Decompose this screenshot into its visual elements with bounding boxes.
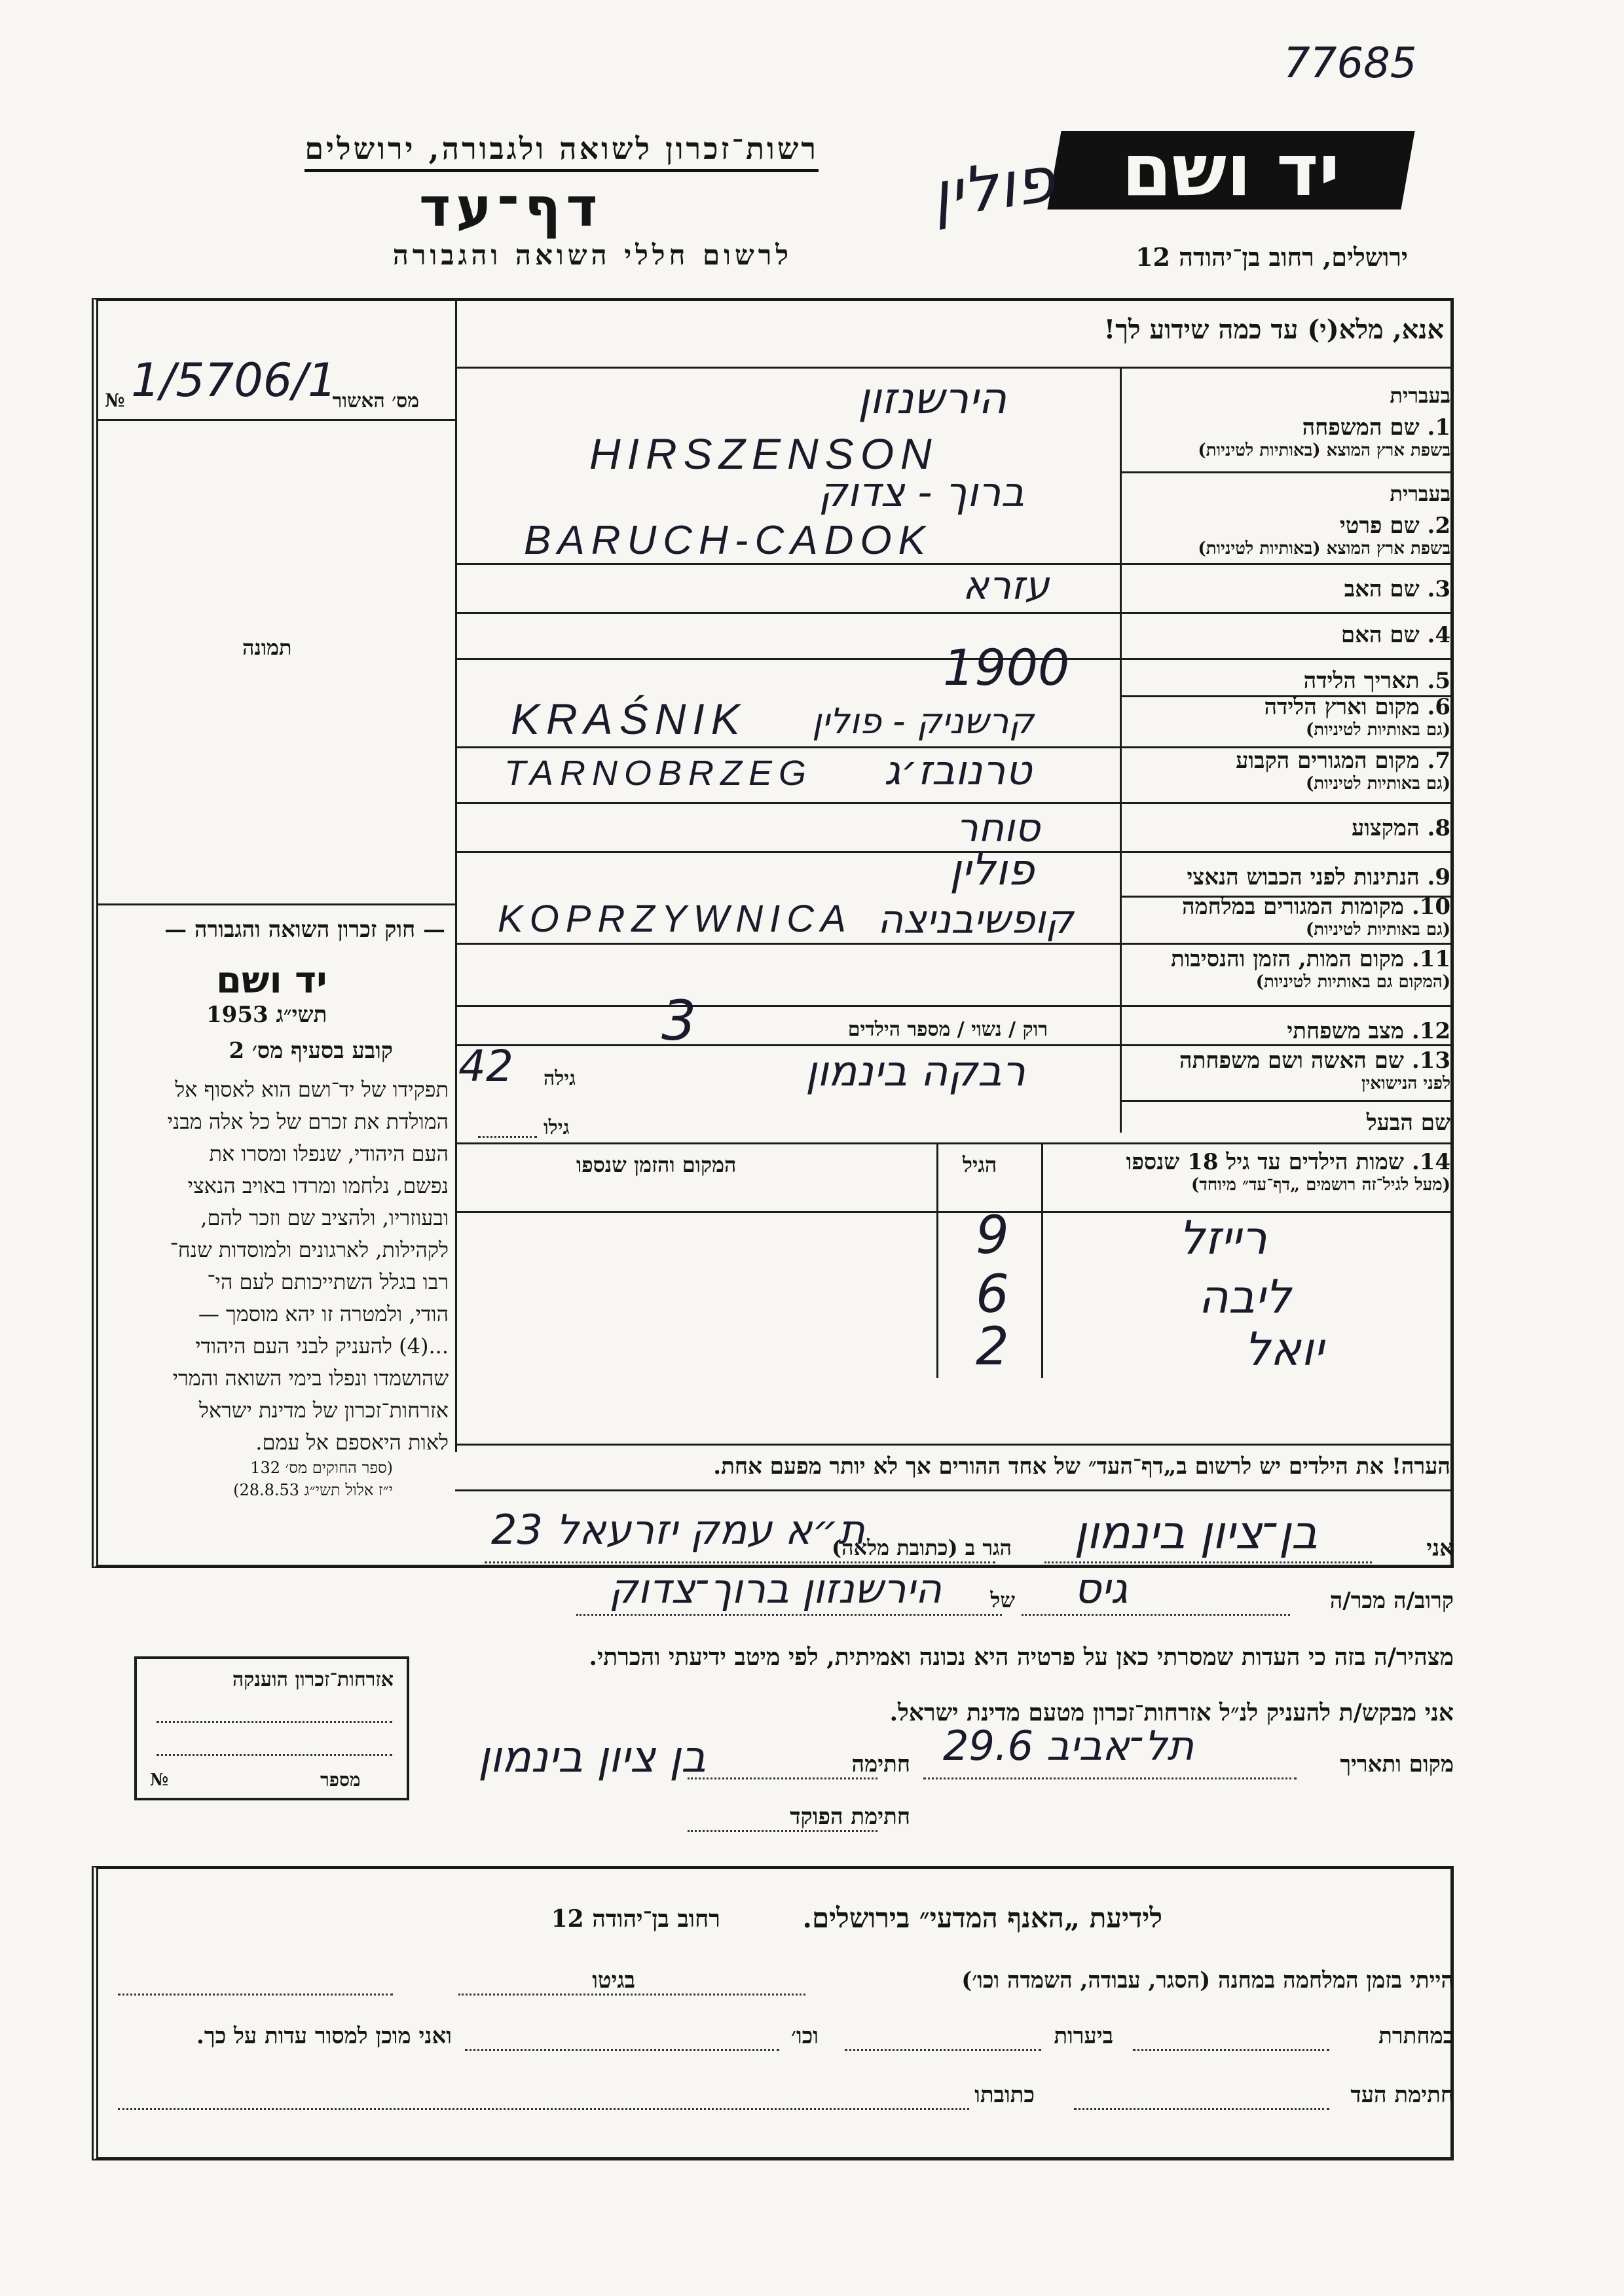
child-row-3-name: יואל: [1244, 1322, 1324, 1376]
wife-name: רבקה בינמון: [805, 1048, 1025, 1096]
child-row-3-age: 2: [976, 1316, 1009, 1377]
law-line: לקהילות, לארגונים ולמוסדות שנח־: [170, 1237, 449, 1262]
law-line: העם היהודי, שנפלו ומסרו את: [209, 1141, 449, 1166]
declarant-name: בן־ציון בינמון: [1074, 1506, 1318, 1559]
law-source: [233, 1457, 393, 1501]
footer-line-1-camp: הייתי בזמן המלחמה במחנה (הסגר, עבודה, השמדה וכו׳): [961, 1967, 1454, 1994]
husband-label: שם הבעל: [1366, 1110, 1450, 1136]
law-line: אזרחות־זכרון של מדינת ישראל: [198, 1398, 449, 1423]
field-1-label-block: [1162, 383, 1450, 460]
official-signature-label: חתימת הפוקד: [790, 1804, 910, 1830]
field-2-hebrew-tag: בעברית: [1390, 481, 1450, 506]
field-10-label-block: [1162, 894, 1450, 939]
child-row-1-name: רייזל: [1179, 1211, 1267, 1265]
footer-panel: [92, 1866, 1454, 2160]
law-line: תפקידו של יד־ושם הוא לאסוף אל: [175, 1077, 449, 1102]
cert-no-symbol: №: [105, 390, 125, 411]
surname-latin: HIRSZENSON: [589, 429, 938, 478]
law-clause: קובע בסעיף מס׳ 2: [229, 1038, 393, 1064]
declarant-address: ת״א עמק יזרעאל 23: [491, 1506, 865, 1554]
relation-value: גיס: [1074, 1565, 1128, 1613]
occupation: סוחר: [956, 805, 1041, 851]
residence-hebrew: טרנובז׳ג: [884, 746, 1032, 794]
field-7-sub: (גם באותיות לטיניות): [1305, 774, 1450, 793]
field-7-label: 7. מקום המגורים הקבוע: [1236, 748, 1450, 774]
wartime-residence-hebrew: קופשיבניצה: [877, 897, 1074, 943]
field-2-label: 2. שם פרטי: [1339, 513, 1450, 539]
child-row-2-age: 6: [976, 1264, 1009, 1324]
place-date-label: מקום ותאריך: [1340, 1751, 1454, 1777]
intro-text: אנא, מלא(י) עד כמה שידוע לך!: [1103, 314, 1444, 345]
declarant-label: אני: [1426, 1535, 1454, 1561]
law-line: לאות היאספם אל עמם.: [255, 1430, 449, 1455]
cert-number-value: 1/5706/1: [131, 354, 337, 407]
child-row-2-name: ליבה: [1198, 1270, 1291, 1324]
footer-line-1-ghetto: בגיטו: [592, 1967, 635, 1994]
father-name: עזרא: [963, 563, 1050, 609]
place-date-value: תל־אביב 29.6: [943, 1722, 1194, 1770]
field-4-label: 4. שם האם: [1340, 622, 1450, 648]
form-purpose: לרשום חללי השואה והגבורה: [392, 239, 792, 271]
resides-label: הגר ב (כתובת מלאה): [832, 1535, 1012, 1560]
field-13-sub: לפני הנישואין: [1361, 1074, 1450, 1093]
header-address: ירושלים, רחוב בן־יהודה 12: [1135, 242, 1408, 272]
wife-age-label: גילה: [544, 1067, 576, 1090]
field-11-label-block: [1162, 946, 1450, 992]
field-1-hebrew-tag: בעברית: [1390, 383, 1450, 408]
field-3-label: 3. שם האב: [1344, 576, 1450, 602]
law-line: ובעוזריו, ולהציב שם וזכר להם,: [200, 1205, 449, 1230]
wife-age: 42: [458, 1041, 513, 1091]
col-age-header: הגיל: [963, 1152, 997, 1177]
citizenship-no-symbol: №: [150, 1770, 169, 1790]
law-line: המולדת את זכרם של כל אלה מבני: [167, 1109, 449, 1134]
citizenship-box: [134, 1656, 409, 1800]
law-body: [82, 1074, 449, 1459]
surname-hebrew: הירשנזון: [858, 373, 1007, 424]
authority-name: רשות־זכרון לשואה ולגבורה, ירושלים: [304, 131, 819, 172]
field-6-label-block: [1162, 694, 1450, 740]
birthplace-latin: KRAŚNIK: [511, 695, 747, 743]
field-14-label: 14. שמות הילדים עד גיל 18 שנספו: [1126, 1149, 1450, 1175]
children-note: הערה! את הילדים יש לרשום ב„דף־העד״ של אחד ההורים אך לא יותר מפעם אחת.: [713, 1453, 1450, 1480]
field-5-label: 5. תאריך הלידה: [1303, 668, 1450, 694]
birth-date: 1900: [943, 638, 1070, 697]
signature-label: חתימה: [851, 1751, 910, 1777]
of-value: הירשנזון ברוך־צדוק: [609, 1565, 942, 1613]
husband-age-label: גילו: [544, 1116, 570, 1139]
field-12-options: רוק / נשוי / מספר הילדים: [847, 1018, 1048, 1041]
citizenship-box-title: אזרחות־זכרון הוענקה: [232, 1668, 394, 1691]
request-text: אני מבקש/ת להעניק לנ״ל אזרחות־זכרון מטעם מדינת ישראל.: [889, 1699, 1454, 1726]
wartime-residence-latin: KOPRZYWNICA: [498, 898, 853, 940]
given-name-latin: BARUCH-CADOK: [524, 518, 932, 563]
declaration-text: מצהיר/ה בזה כי העדות שמסרתי כאן על פרטיה היא נכונה ואמיתית, לפי מיטב ידיעתי והכרתי.: [589, 1643, 1454, 1671]
field-8-label: 8. המקצוע: [1351, 815, 1450, 841]
children-count: 3: [661, 989, 697, 1053]
of-label: של: [990, 1588, 1015, 1613]
field-10-sub: (גם באותיות לטיניות): [1305, 920, 1450, 939]
logo-text: יד ושם: [1122, 128, 1340, 212]
field-2-label-block: [1162, 481, 1450, 558]
footer-line-2-etc: וכו׳: [791, 2023, 819, 2049]
law-line: רבו בגלל השתייכותם לעם הי־: [207, 1269, 449, 1294]
footer-witness-signature: חתימת העד: [1350, 2082, 1454, 2108]
field-6-sub: (גם באותיות לטיניות): [1305, 720, 1450, 740]
field-14-sub: (מעל לגיל־זה רושמים „דף־עד״ מיוחד): [1190, 1175, 1450, 1195]
relative-label: קרוב/ה מכר/ה: [1329, 1588, 1454, 1614]
form-title: דף־עד: [419, 177, 603, 239]
field-9-label: 9. הנתינות לפני הכבוש הנאצי: [1187, 864, 1450, 890]
child-row-1-age: 9: [976, 1205, 1009, 1266]
law-line: הודי, ולמטרה זו יהא מוסמך —: [198, 1302, 449, 1326]
footer-line-2-willing: ואני מוכן למסור עדות על כך.: [196, 2023, 452, 2049]
law-year: תשי״ג 1953: [206, 1002, 327, 1028]
field-11-sub: (המקום גם באותיות לטיניות): [1255, 972, 1450, 992]
footer-title: לידיעת „האנף המדעי״ בירושלים.: [802, 1902, 1162, 1934]
footer-line-2-forests: ביערות: [1054, 2023, 1113, 2049]
law-heading: — חוק זכרון השואה והגבורה —: [164, 917, 445, 943]
field-12-label: 12. מצב משפחתי: [1287, 1018, 1450, 1044]
law-source-line-2: י״ז אלול תשי״ג 28.8.53): [233, 1481, 393, 1499]
given-name-hebrew: ברוך - צדוק: [819, 468, 1025, 516]
footer-address: רחוב בן־יהודה 12: [551, 1905, 720, 1933]
law-line: נפשם, נלחמו ומרדו באויב הנאצי: [187, 1173, 449, 1198]
field-2-sub: בשפת ארץ המוצא (באותיות לטיניות): [1198, 539, 1450, 558]
field-7-label-block: [1162, 748, 1450, 793]
law-line: ...(4) להעניק לבני העם היהודי: [195, 1334, 449, 1358]
law-line: שהושמדו ונפלו בימי השואה והמרי: [172, 1366, 449, 1391]
archive-number: 77685: [1283, 39, 1417, 88]
footer-line-2-underground: במחתרת: [1378, 2023, 1454, 2049]
yad-vashem-logo: [1047, 128, 1414, 212]
cert-number-label: מס׳ האשור: [332, 390, 419, 412]
field-13-label: 13. שם האשה ושם משפחתה: [1179, 1048, 1450, 1074]
birthplace-hebrew: קרשניק - פולין: [812, 701, 1034, 742]
photo-label: תמונה: [242, 635, 292, 660]
law-source-line-1: (ספר החוקים מס׳ 132: [250, 1459, 393, 1477]
nationality: פולין: [950, 845, 1035, 895]
handwritten-country-note: פולין: [926, 142, 1059, 232]
field-14-label-block: [1044, 1149, 1450, 1195]
citizenship-number-label: מספר: [320, 1769, 361, 1791]
field-1-sub: בשפת ארץ המוצא (באותיות לטיניות): [1198, 441, 1450, 460]
field-6-label: 6. מקום וארץ הלידה: [1264, 694, 1450, 720]
col-place-header: המקום והזמן שנספו: [576, 1152, 737, 1177]
law-name: יד ושם: [216, 959, 327, 1002]
field-11-label: 11. מקום המות, הזמן והנסיבות: [1170, 946, 1450, 972]
field-1-label: 1. שם המשפחה: [1302, 414, 1450, 441]
signature-value: בן ציון בינמון: [478, 1732, 707, 1782]
field-13-label-block: [1162, 1048, 1450, 1093]
residence-latin: TARNOBRZEG: [504, 754, 813, 793]
field-10-label: 10. מקומות המגורים במלחמה: [1181, 894, 1450, 920]
footer-witness-address: כתובתו: [974, 2082, 1035, 2108]
